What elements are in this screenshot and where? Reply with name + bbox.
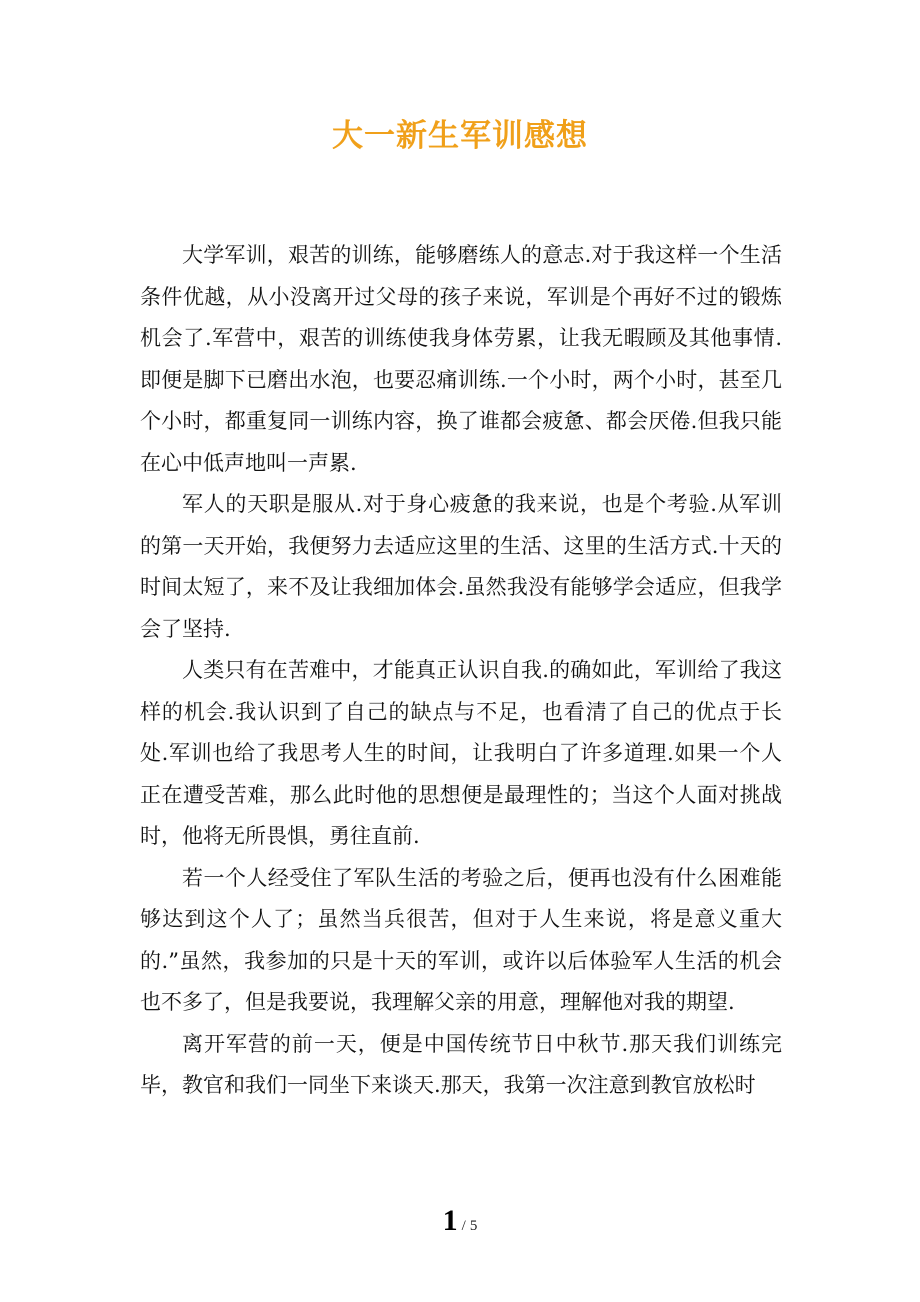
total-pages-number: 5 <box>469 1218 478 1234</box>
paragraph-1: 大学军训，艰苦的训练，能够磨练人的意志.对于我这样一个生活条件优越，从小没离开过父母的孩子来说，军训是个再好不过的锻炼机会了.军营中，艰苦的训练使我身体劳累，让我无暇顾及其他事情.即便是脚下已磨出水泡，也要忍痛训练.一个小时，两个小时，甚至几个小时，都重复同一训练内容，换了谁都会疲惫、都会厌倦.但我只能在心中低声地叫一声累. <box>140 243 782 475</box>
current-page-number: 1 <box>442 1204 458 1237</box>
document-body <box>140 235 782 1107</box>
paragraph-4: 若一个人经受住了军队生活的考验之后，便再也没有什么困难能够达到这个人了；虽然当兵很苦，但对于人生来说，将是意义重大的.”虽然，我参加的只是十天的军训，或许以后体验军人生活的机会也不多了，但是我要说，我理解父亲的用意，理解他对我的期望. <box>140 865 782 1014</box>
paragraph-2: 军人的天职是服从.对于身心疲惫的我来说，也是个考验.从军训的第一天开始，我便努力去适应这里的生活、这里的生活方式.十天的时间太短了，来不及让我细加体会.虽然我没有能够学会适应，但我学会了坚持. <box>140 492 782 641</box>
paragraph-5: 离开军营的前一天，便是中国传统节日中秋节.那天我们训练完毕，教官和我们一同坐下来谈天.那天，我第一次注意到教官放松时 <box>140 1031 782 1097</box>
page-number-footer <box>0 1204 920 1238</box>
document-title: 大一新生军训感想 <box>332 118 588 154</box>
page-separator: / <box>461 1218 466 1234</box>
paragraph-3: 人类只有在苦难中，才能真正认识自我.的确如此，军训给了我这样的机会.我认识到了自己的缺点与不足，也看清了自己的优点于长处.军训也给了我思考人生的时间，让我明白了许多道理.如果一个人正在遭受苦难，那么此时他的思想便是最理性的；当这个人面对挑战时，他将无所畏惧，勇往直前. <box>140 658 782 848</box>
